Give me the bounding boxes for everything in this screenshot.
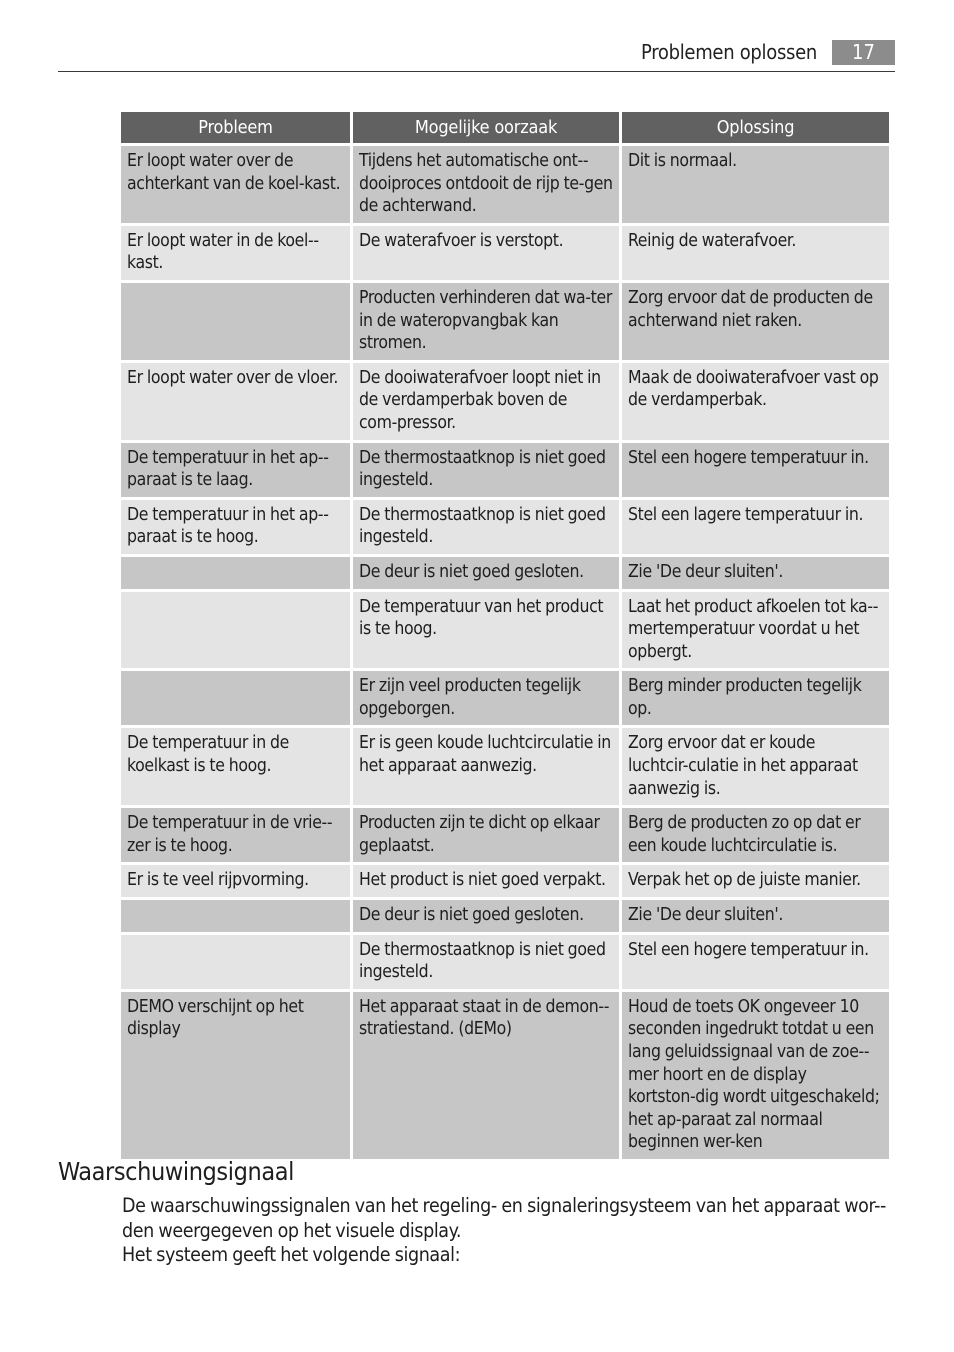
solution-cell: Laat het product afkoelen tot ka-mertemperatuur voordat u het opbergt. xyxy=(622,592,889,669)
cause-cell: Er is geen koude luchtcirculatie in het apparaat aanwezig. xyxy=(353,728,619,805)
table-row xyxy=(121,500,889,554)
solution-cell: Maak de dooiwaterafvoer vast op de verdamperbak. xyxy=(622,363,889,440)
solution-cell: Stel een lagere temperatuur in. xyxy=(622,500,889,554)
table-row xyxy=(121,557,889,589)
solution-cell: Zie 'De deur sluiten'. xyxy=(622,557,889,589)
problem-cell: De temperatuur in de koelkast is te hoog. xyxy=(121,728,350,805)
problem-cell: DEMO verschijnt op het display xyxy=(121,992,350,1159)
problem-cell xyxy=(121,557,350,589)
section-body xyxy=(122,1194,897,1268)
table-row xyxy=(121,935,889,989)
section-paragraph: De waarschuwingssignalen van het regeling- en signaleringsysteem van het apparaat wor-den weergegeven op het visuele display. xyxy=(122,1194,887,1242)
section-paragraph: Het systeem geeft het volgende signaal: xyxy=(122,1243,461,1266)
cause-cell: De waterafvoer is verstopt. xyxy=(353,226,619,280)
problem-cell xyxy=(121,671,350,725)
cause-cell: De dooiwaterafvoer loopt niet in de verdamperbak boven de com-pressor. xyxy=(353,363,619,440)
problem-cell: Er is te veel rijpvorming. xyxy=(121,865,350,897)
table-row xyxy=(121,226,889,280)
table-row xyxy=(121,443,889,497)
table-row xyxy=(121,592,889,669)
cause-cell: Producten zijn te dicht op elkaar geplaatst. xyxy=(353,808,619,862)
cause-cell: Er zijn veel producten tegelijk opgeborgen. xyxy=(353,671,619,725)
problem-cell: De temperatuur in het ap-paraat is te laag. xyxy=(121,443,350,497)
column-header-problem: Probleem xyxy=(121,112,350,143)
table-row xyxy=(121,283,889,360)
cause-cell: De thermostaatknop is niet goed ingesteld. xyxy=(353,500,619,554)
solution-cell: Zorg ervoor dat er koude luchtcir-culatie in het apparaat aanwezig is. xyxy=(622,728,889,805)
problem-cell: Er loopt water over de vloer. xyxy=(121,363,350,440)
header-title: Problemen oplossen xyxy=(641,40,817,64)
problem-cell xyxy=(121,935,350,989)
table-row xyxy=(121,808,889,862)
problem-cell: De temperatuur in het ap-paraat is te hoog. xyxy=(121,500,350,554)
cause-cell: Het apparaat staat in de demon-stratiestand. (dEMo) xyxy=(353,992,619,1159)
problem-cell xyxy=(121,592,350,669)
solution-cell: Verpak het op de juiste manier. xyxy=(622,865,889,897)
solution-cell: Reinig de waterafvoer. xyxy=(622,226,889,280)
solution-cell: Berg de producten zo op dat er een koude luchtcirculatie is. xyxy=(622,808,889,862)
table-row xyxy=(121,865,889,897)
problem-cell: Er loopt water over de achterkant van de koel-kast. xyxy=(121,146,350,223)
solution-cell: Dit is normaal. xyxy=(622,146,889,223)
cause-cell: De temperatuur van het product is te hoog. xyxy=(353,592,619,669)
table-row xyxy=(121,671,889,725)
solution-cell: Stel een hogere temperatuur in. xyxy=(622,443,889,497)
problem-cell: Er loopt water in de koel-kast. xyxy=(121,226,350,280)
cause-cell: Producten verhinderen dat wa-ter in de wateropvangbak kan stromen. xyxy=(353,283,619,360)
problem-cell: De temperatuur in de vrie-zer is te hoog. xyxy=(121,808,350,862)
page-header xyxy=(58,38,895,72)
column-header-cause: Mogelijke oorzaak xyxy=(353,112,619,143)
cause-cell: De thermostaatknop is niet goed ingesteld. xyxy=(353,935,619,989)
table-row xyxy=(121,992,889,1159)
cause-cell: De deur is niet goed gesloten. xyxy=(353,557,619,589)
cause-cell: Het product is niet goed verpakt. xyxy=(353,865,619,897)
cause-cell: De thermostaatknop is niet goed ingesteld. xyxy=(353,443,619,497)
solution-cell: Stel een hogere temperatuur in. xyxy=(622,935,889,989)
cause-cell: De deur is niet goed gesloten. xyxy=(353,900,619,932)
page-number: 17 xyxy=(832,40,895,65)
problem-cell xyxy=(121,283,350,360)
problem-cell xyxy=(121,900,350,932)
table-row xyxy=(121,900,889,932)
solution-cell: Zie 'De deur sluiten'. xyxy=(622,900,889,932)
solution-cell: Berg minder producten tegelijk op. xyxy=(622,671,889,725)
table-row xyxy=(121,146,889,223)
troubleshooting-table xyxy=(118,109,892,1162)
solution-cell: Zorg ervoor dat de producten de achterwand niet raken. xyxy=(622,283,889,360)
column-header-solution: Oplossing xyxy=(622,112,889,143)
table-row xyxy=(121,728,889,805)
section-title: Waarschuwingsignaal xyxy=(58,1157,294,1186)
cause-cell: Tijdens het automatische ont-dooiproces ontdooit de rijp te-gen de achterwand. xyxy=(353,146,619,223)
table-header-row xyxy=(121,112,889,143)
solution-cell: Houd de toets OK ongeveer 10 seconden ingedrukt totdat u een lang geluidssignaal van de zoe-mer hoort en de display kortston-dig wordt uitgeschakeld; het ap-paraat zal normaal beginnen wer-ken xyxy=(622,992,889,1159)
table-row xyxy=(121,363,889,440)
